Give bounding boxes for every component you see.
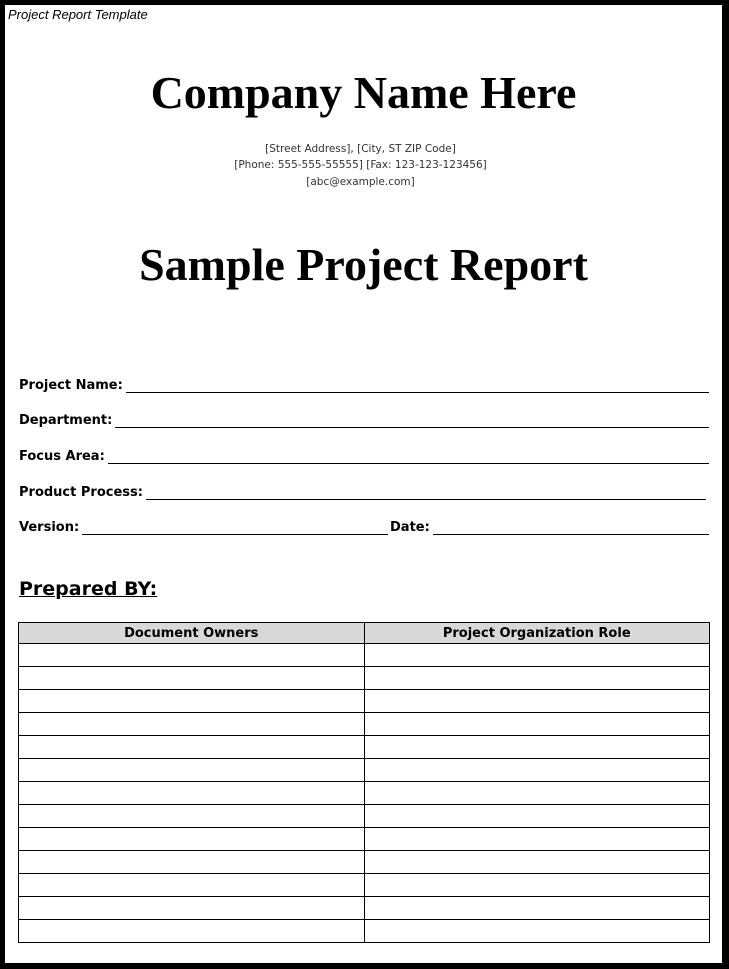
organization-role-cell[interactable] [364,690,710,713]
table-row [19,828,710,851]
document-page [5,5,722,963]
table-row [19,805,710,828]
owners-table [18,622,710,943]
document-owner-cell[interactable] [19,851,365,874]
table-row [19,736,710,759]
organization-role-cell[interactable] [364,713,710,736]
table-row [19,897,710,920]
organization-role-cell[interactable] [364,874,710,897]
document-owner-cell[interactable] [19,782,365,805]
department-field[interactable] [19,408,709,428]
table-header-row [19,623,710,644]
document-owner-cell[interactable] [19,759,365,782]
address-line: [Street Address], [City, ST ZIP Code] [265,143,456,155]
phone-fax-line: [Phone: 555-555-55555] [Fax: 123-123-123456] [234,159,487,171]
date-label: Date: [390,520,430,535]
date-field[interactable] [390,515,709,535]
organization-role-cell[interactable] [364,828,710,851]
document-owner-cell[interactable] [19,874,365,897]
table-row [19,713,710,736]
organization-role-cell[interactable] [364,920,710,943]
document-owner-cell[interactable] [19,828,365,851]
email-line: [abc@example.com] [306,176,415,188]
document-owners-header: Document Owners [19,623,365,644]
company-name: Company Name Here [150,67,577,118]
document-owner-cell[interactable] [19,713,365,736]
table-row [19,667,710,690]
project-name-label: Project Name: [19,378,123,393]
organization-role-cell[interactable] [364,759,710,782]
table-row [19,759,710,782]
owners-table-body [19,644,710,943]
document-owner-cell[interactable] [19,736,365,759]
product-process-field[interactable] [19,480,706,500]
organization-role-cell[interactable] [364,736,710,759]
focus-area-line[interactable] [108,449,709,464]
table-row [19,920,710,943]
project-name-field[interactable] [19,373,709,393]
product-process-line[interactable] [146,485,706,500]
document-owner-cell[interactable] [19,897,365,920]
organization-role-cell[interactable] [364,851,710,874]
department-label: Department: [19,413,113,428]
version-field[interactable] [19,515,388,535]
product-process-label: Product Process: [19,485,143,500]
document-owner-cell[interactable] [19,805,365,828]
document-owner-cell[interactable] [19,690,365,713]
table-row [19,644,710,667]
version-line[interactable] [82,520,388,535]
document-owner-cell[interactable] [19,667,365,690]
report-title: Sample Project Report [139,239,588,290]
organization-role-cell[interactable] [364,805,710,828]
organization-role-header: Project Organization Role [364,623,710,644]
organization-role-cell[interactable] [364,782,710,805]
organization-role-cell[interactable] [364,644,710,667]
table-row [19,874,710,897]
date-line[interactable] [433,520,709,535]
table-row [19,782,710,805]
project-name-line[interactable] [126,378,709,393]
focus-area-field[interactable] [19,444,709,464]
version-label: Version: [19,520,80,535]
table-row [19,851,710,874]
document-owner-cell[interactable] [19,644,365,667]
department-line[interactable] [115,413,709,428]
table-row [19,690,710,713]
prepared-by-heading: Prepared BY: [19,578,158,600]
organization-role-cell[interactable] [364,897,710,920]
organization-role-cell[interactable] [364,667,710,690]
document-owner-cell[interactable] [19,920,365,943]
focus-area-label: Focus Area: [19,449,105,464]
document-label: Project Report Template [8,7,148,22]
